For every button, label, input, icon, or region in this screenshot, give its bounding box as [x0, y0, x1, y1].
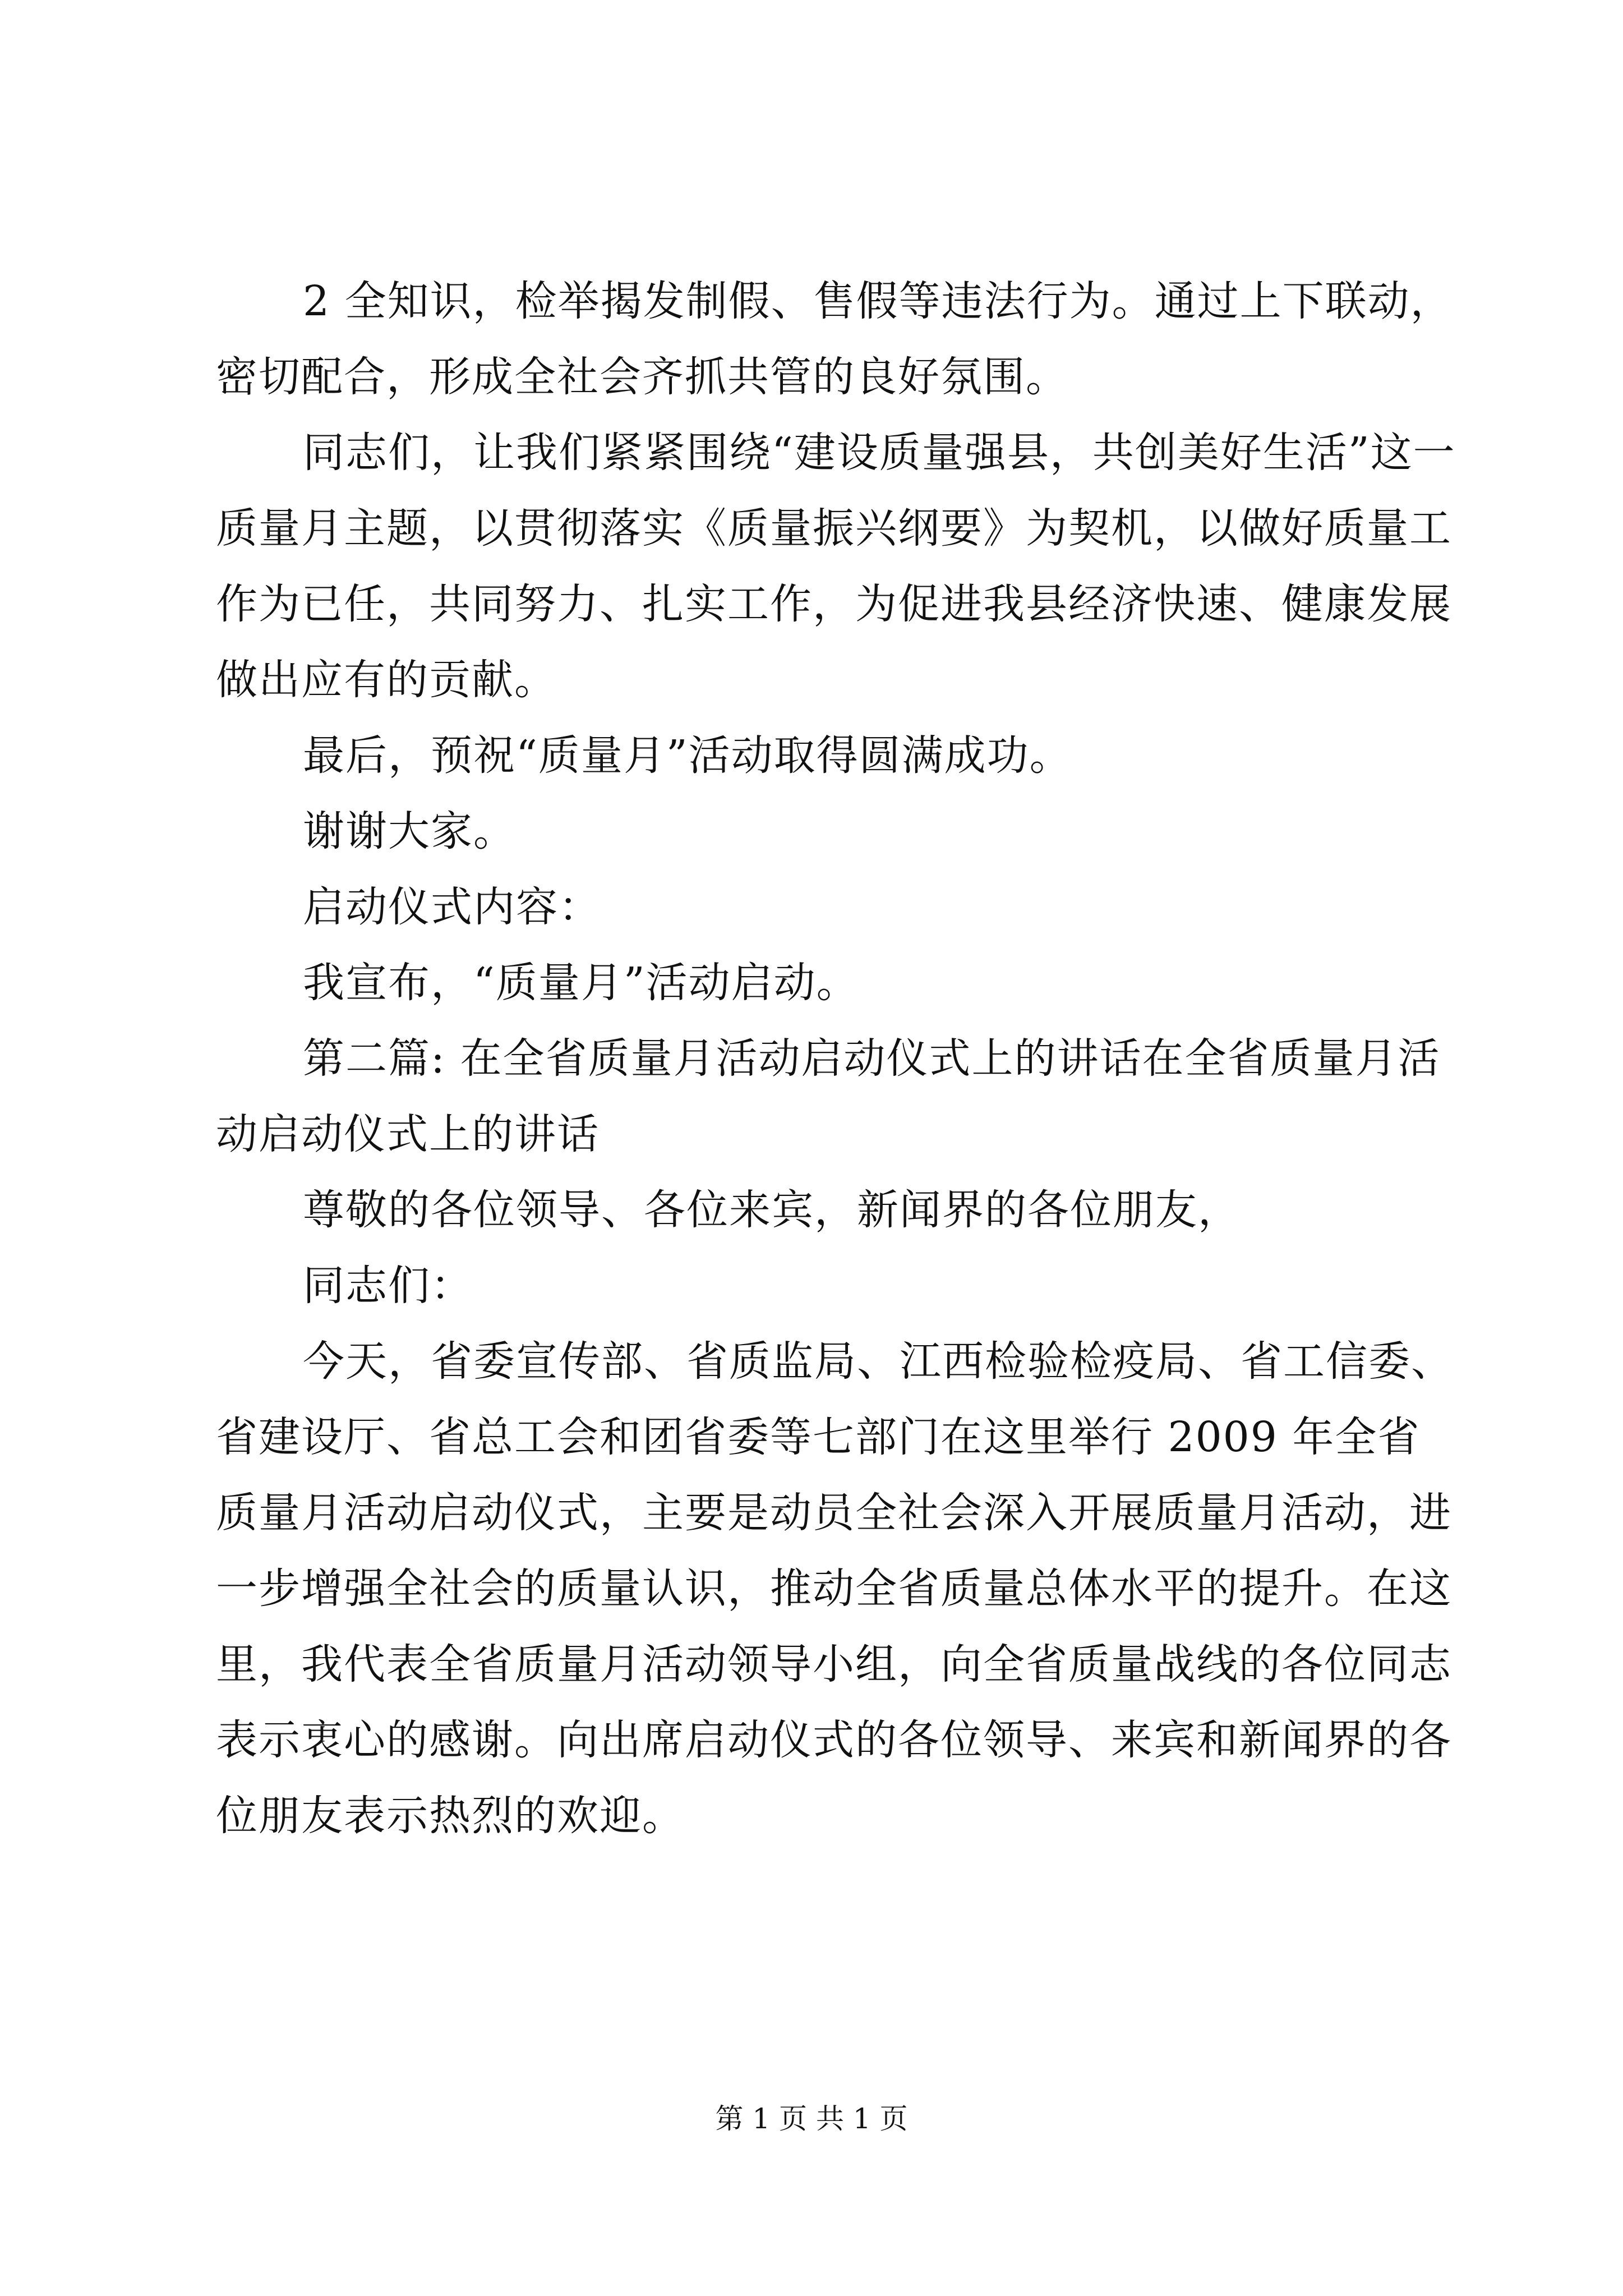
paragraph: 今天，省委宣传部、省质监局、江西检验检疫局、省工信委、省建设厅、省总工会和团省委等七部门在这里举行 2009 年全省质量月活动启动仪式，主要是动员全社会深入开展质量月活动，进一步增强全社会的质量认识，推动全省质量总体水平的提升。在这里，我代表全省质量月活动领导小组，向全省质量战线的各位同志表示衷心的感谢。向出席启动仪式的各位领导、来宾和新闻界的各位朋友表示热烈的欢迎。: [216, 1337, 1454, 1840]
page-number-footer: 第 1 页 共 1 页: [715, 2102, 908, 2135]
paragraph: 启动仪式内容：: [303, 883, 601, 931]
paragraph: 2 全知识，检举揭发制假、售假等违法行为。通过上下联动，密切配合，形成全社会齐抓共管的良好氛围。: [216, 277, 1453, 401]
paragraph: 谢谢大家。: [303, 807, 516, 855]
document-body: [216, 264, 1461, 1854]
paragraph: 同志们，让我们紧紧围绕“建设质量强县，共创美好生活”这一质量月主题，以贯彻落实《质量振兴纲要》为契机，以做好质量工作为已任，共同努力、扎实工作，为促进我县经济快速、健康发展做出应有的贡献。: [216, 429, 1456, 704]
paragraph: 我宣布，“质量月”活动启动。: [303, 959, 859, 1007]
paragraph: 最后，预祝“质量月”活动取得圆满成功。: [303, 731, 1072, 780]
section-heading: 第二篇: 在全省质量月活动启动仪式上的讲话在全省质量月活动启动仪式上的讲话: [216, 1034, 1441, 1158]
paragraph: 同志们：: [303, 1262, 473, 1310]
paragraph: 尊敬的各位领导、各位来宾，新闻界的各位朋友，: [303, 1186, 1241, 1234]
